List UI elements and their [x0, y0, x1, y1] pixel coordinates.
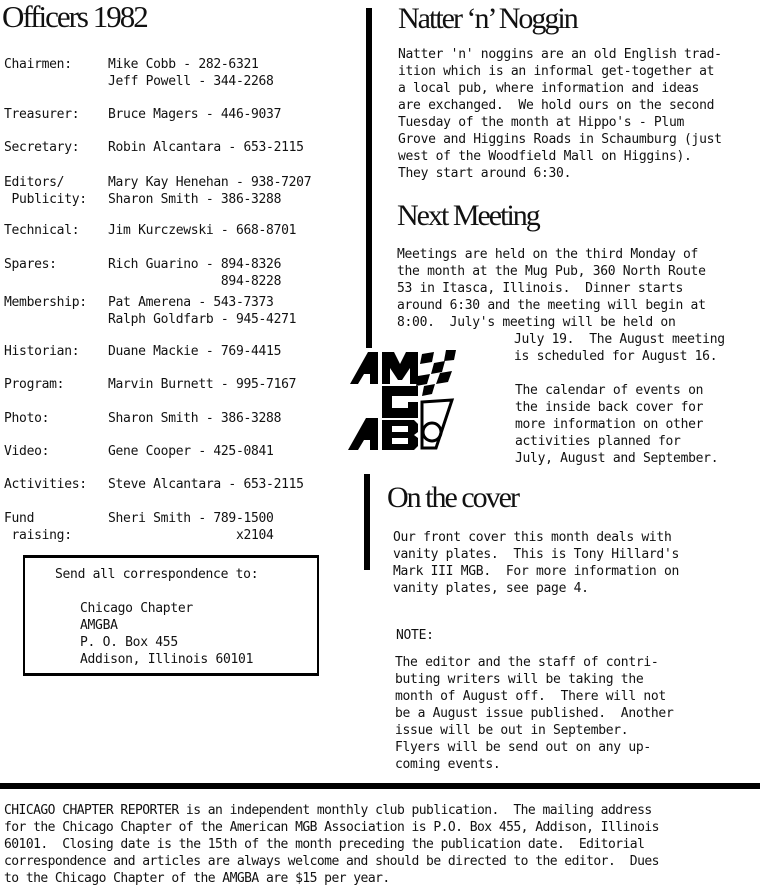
next-meeting-title: Next Meeting — [397, 199, 539, 232]
officer-role: Historian: — [4, 344, 80, 359]
officers-title: Officers 1982 — [2, 0, 147, 34]
officer-names — [108, 294, 296, 328]
officer-names — [108, 256, 281, 290]
officer-names — [108, 56, 274, 90]
officer-name: Bruce Magers - 446-9037 — [108, 107, 282, 122]
footer-body: CHICAGO CHAPTER REPORTER is an independent monthly club publication. The mailing address for the Chicago Chapter of the American MGB Association is P.O. Box 455, Addison, Illinois 60101. Closing date is the 15th of the month preceding the publication date. Editorial correspondence and articles are always welcome and should be directed to the editor. Dues to the Chicago Chapter of the AMGBA are $15 per year. — [4, 803, 659, 886]
officer-names — [108, 510, 274, 544]
officer-name: 894-8228 — [108, 274, 282, 289]
officer-name: Mary Kay Henehan - 938-7207 — [108, 175, 312, 190]
officer-role: Chairmen: — [4, 57, 72, 72]
amgba-logo-graphic — [348, 350, 498, 450]
correspondence-address — [80, 600, 253, 668]
correspondence-box — [23, 555, 319, 676]
officer-role: Activities: — [4, 477, 87, 492]
next-meeting-body: Meetings are held on the third Monday of the month at the Mug Pub, 360 North Route 53 in Itasca, Illinois. Dinner starts around 6:30 and the meeting will begin at 8:00. July's meeting will be held on — [397, 247, 706, 330]
address-line: AMGBA — [80, 618, 118, 633]
address-line: Addison, Illinois 60101 — [80, 652, 254, 667]
officer-name: Marvin Burnett - 995-7167 — [108, 377, 297, 392]
officer-name: Robin Alcantara - 653-2115 — [108, 140, 304, 155]
officer-names — [108, 443, 274, 460]
officer-name: Duane Mackie - 769-4415 — [108, 344, 282, 359]
officer-name: Jeff Powell - 344-2268 — [108, 74, 274, 89]
column-divider-bottom — [364, 474, 370, 570]
officer-name: x2104 — [108, 528, 274, 543]
officer-role: Program: — [4, 377, 65, 392]
officer-names — [108, 476, 304, 493]
officer-name: Ralph Goldfarb - 945-4271 — [108, 312, 297, 327]
note-label: NOTE: — [396, 628, 434, 643]
officer-name: Sharon Smith - 386-3288 — [108, 192, 282, 207]
officer-names — [108, 174, 311, 208]
officer-name: Sharon Smith - 386-3288 — [108, 411, 282, 426]
amgba-logo — [348, 350, 498, 450]
officer-names — [108, 222, 296, 239]
officer-role: Technical: — [4, 223, 80, 238]
officer-role: Editors/ Publicity: — [4, 175, 87, 207]
officer-role: Spares: — [4, 257, 57, 272]
officer-names — [108, 343, 281, 360]
officer-role: Video: — [4, 444, 50, 459]
officer-role: Photo: — [4, 411, 50, 426]
correspondence-heading: Send all correspondence to: — [55, 567, 259, 582]
officer-role: Membership: — [4, 295, 87, 310]
officer-name: Steve Alcantara - 653-2115 — [108, 477, 304, 492]
officer-role: Fund raising: — [4, 511, 72, 543]
officer-names — [108, 106, 281, 123]
officer-names — [108, 410, 281, 427]
footer-rule — [0, 783, 760, 789]
officer-names — [108, 376, 296, 393]
officer-name: Rich Guarino - 894-8326 — [108, 257, 282, 272]
officer-role: Treasurer: — [4, 107, 80, 122]
natter-title: Natter ‘n’ Noggin — [398, 2, 577, 35]
officer-name: Sheri Smith - 789-1500 — [108, 511, 274, 526]
column-divider-top — [366, 8, 372, 348]
officer-name: Pat Amerena - 543-7373 — [108, 295, 274, 310]
calendar-note: The calendar of events on the inside back cover for more information on other activities planned for July, August and September. — [515, 383, 719, 466]
officer-role: Secretary: — [4, 140, 80, 155]
officer-name: Jim Kurczewski - 668-8701 — [108, 223, 297, 238]
address-line: Chicago Chapter — [80, 601, 193, 616]
note-body: The editor and the staff of contri- buting writers will be taking the month of August off. There will not be a August issue published. Another issue will be out in September. Flyers will be send out on any up- coming events. — [395, 655, 674, 772]
cover-body: Our front cover this month deals with vanity plates. This is Tony Hillard's Mark III MGB. For more information on vanity plates, see page 4. — [393, 530, 680, 596]
next-meeting-dates: July 19. The August meeting is scheduled for August 16. — [514, 332, 725, 364]
cover-title: On the cover — [387, 481, 518, 514]
officer-name: Mike Cobb - 282-6321 — [108, 57, 259, 72]
address-line: P. O. Box 455 — [80, 635, 178, 650]
officer-name: Gene Cooper - 425-0841 — [108, 444, 274, 459]
natter-body: Natter 'n' noggins are an old English trad- ition which is an informal get-together at a local pub, where information and ideas are exchanged. We hold ours on the second Tuesday of the month at Hippo's - Plum Grove and Higgins Roads in Schaumburg (just west of the Woodfield Mall on Higgins). They start around 6:30. — [398, 47, 722, 181]
officer-names — [108, 139, 304, 156]
